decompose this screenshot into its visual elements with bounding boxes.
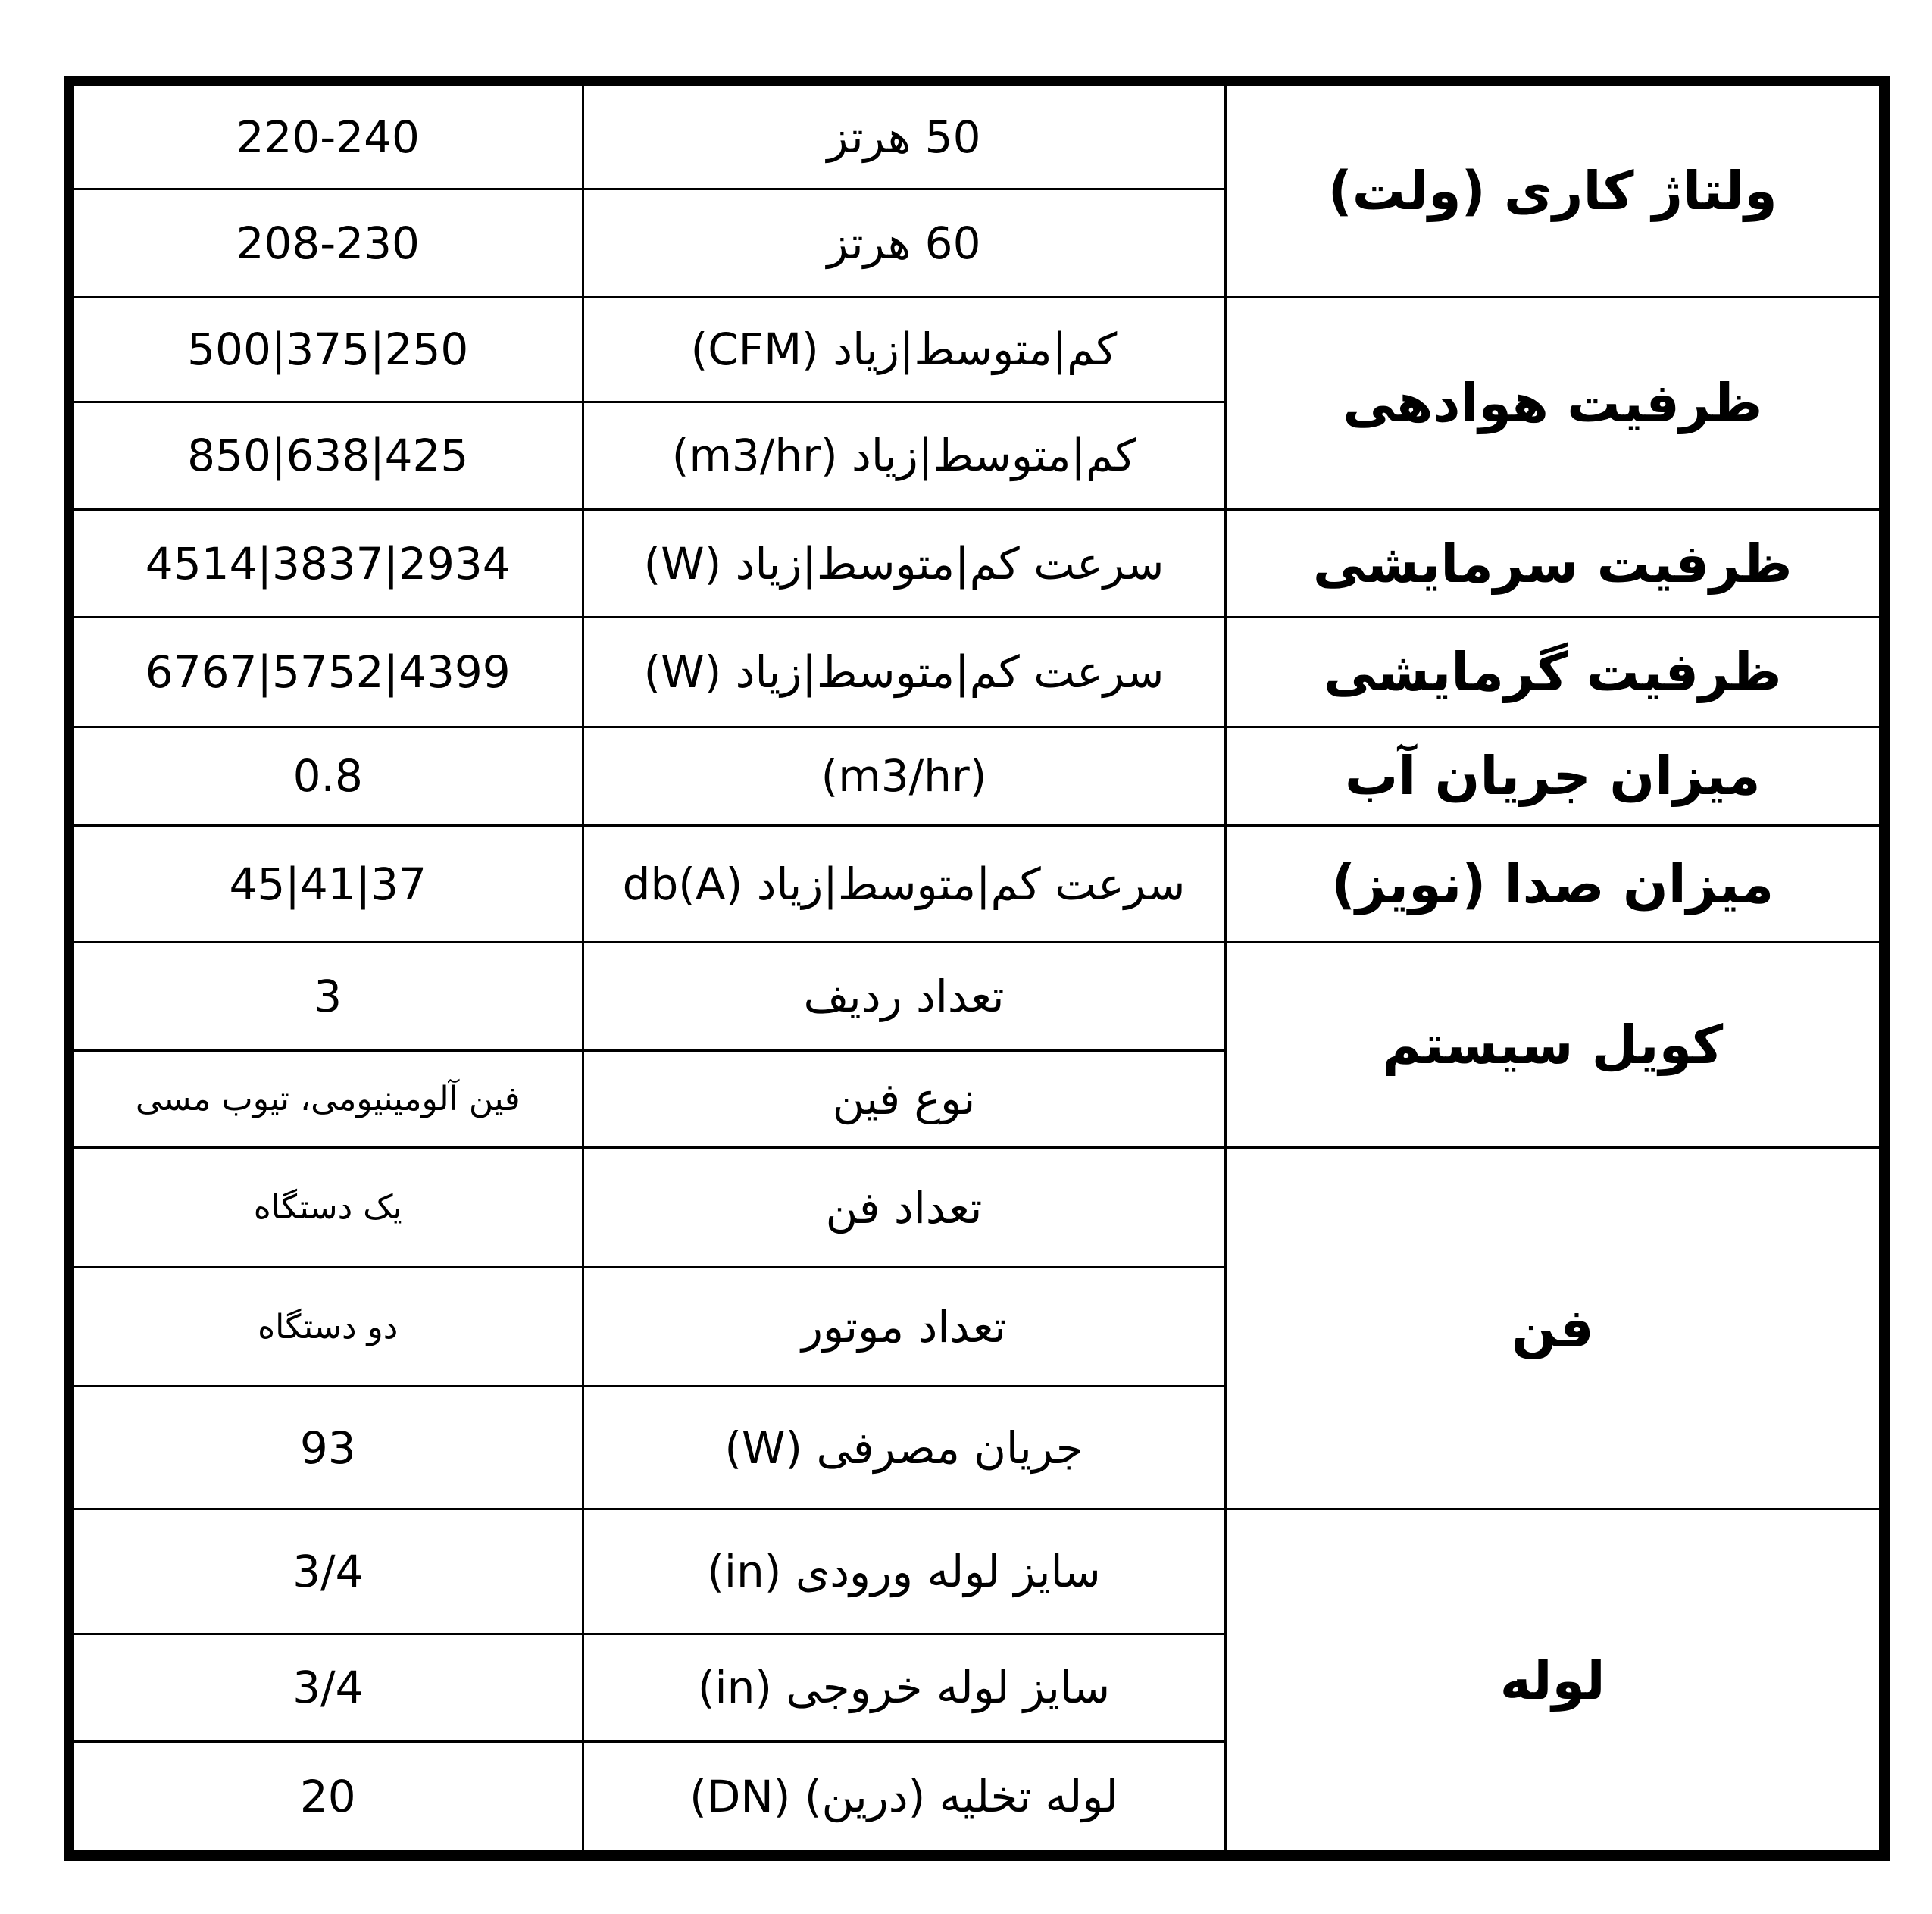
- spec-table: [64, 76, 1890, 1861]
- value-cell: 850|638|425: [69, 402, 583, 509]
- category-cell: ظرفیت هوادهی: [1225, 297, 1884, 510]
- value-cell: 500|375|250: [69, 297, 583, 402]
- value-cell: 220-240: [69, 81, 583, 189]
- parameter-cell: سایز لوله ورودی (in): [583, 1509, 1225, 1634]
- category-cell: لوله: [1225, 1509, 1884, 1856]
- table-row: [69, 81, 1884, 189]
- parameter-cell: کم|متوسط|زیاد (m3/hr): [583, 402, 1225, 509]
- parameter-cell: نوع فین: [583, 1050, 1225, 1147]
- category-cell: میزان صدا (نویز): [1225, 825, 1884, 942]
- category-cell: ظرفیت گرمایشی: [1225, 618, 1884, 727]
- parameter-cell: 50 هرتز: [583, 81, 1225, 189]
- parameter-cell: کم|متوسط|زیاد (CFM): [583, 297, 1225, 402]
- value-cell: 208-230: [69, 189, 583, 296]
- value-cell: 3/4: [69, 1509, 583, 1634]
- value-cell: 93: [69, 1386, 583, 1509]
- table-row: [69, 297, 1884, 402]
- value-cell: 3/4: [69, 1634, 583, 1741]
- table-row: [69, 618, 1884, 727]
- value-cell: 45|41|37: [69, 825, 583, 942]
- table-row: [69, 1509, 1884, 1634]
- parameter-cell: سایز لوله خروجی (in): [583, 1634, 1225, 1741]
- parameter-cell: تعداد ردیف: [583, 943, 1225, 1050]
- table-row: [69, 509, 1884, 617]
- value-cell: 4514|3837|2934: [69, 509, 583, 617]
- parameter-cell: سرعت کم|متوسط|زیاد db(A): [583, 825, 1225, 942]
- category-cell: کویل سیستم: [1225, 943, 1884, 1148]
- parameter-cell: لوله تخلیه (درین) (DN): [583, 1742, 1225, 1856]
- parameter-cell: سرعت کم|متوسط|زیاد (W): [583, 509, 1225, 617]
- parameter-cell: تعداد موتور: [583, 1268, 1225, 1386]
- table-row: [69, 1148, 1884, 1268]
- category-cell: فن: [1225, 1148, 1884, 1509]
- value-cell: 0.8: [69, 727, 583, 825]
- table-row: [69, 727, 1884, 825]
- value-cell: دو دستگاه: [69, 1268, 583, 1386]
- table-row: [69, 825, 1884, 942]
- value-cell: 3: [69, 943, 583, 1050]
- category-cell: ولتاژ کاری (ولت): [1225, 81, 1884, 297]
- category-cell: میزان جریان آب: [1225, 727, 1884, 825]
- parameter-cell: (m3/hr): [583, 727, 1225, 825]
- value-cell: یک دستگاه: [69, 1148, 583, 1268]
- value-cell: 20: [69, 1742, 583, 1856]
- parameter-cell: تعداد فن: [583, 1148, 1225, 1268]
- value-cell: فین آلومینیومی، تیوب مسی: [69, 1050, 583, 1147]
- parameter-cell: 60 هرتز: [583, 189, 1225, 296]
- value-cell: 6767|5752|4399: [69, 618, 583, 727]
- parameter-cell: جریان مصرفی (W): [583, 1386, 1225, 1509]
- table-row: [69, 943, 1884, 1050]
- parameter-cell: سرعت کم|متوسط|زیاد (W): [583, 618, 1225, 727]
- category-cell: ظرفیت سرمایشی: [1225, 509, 1884, 617]
